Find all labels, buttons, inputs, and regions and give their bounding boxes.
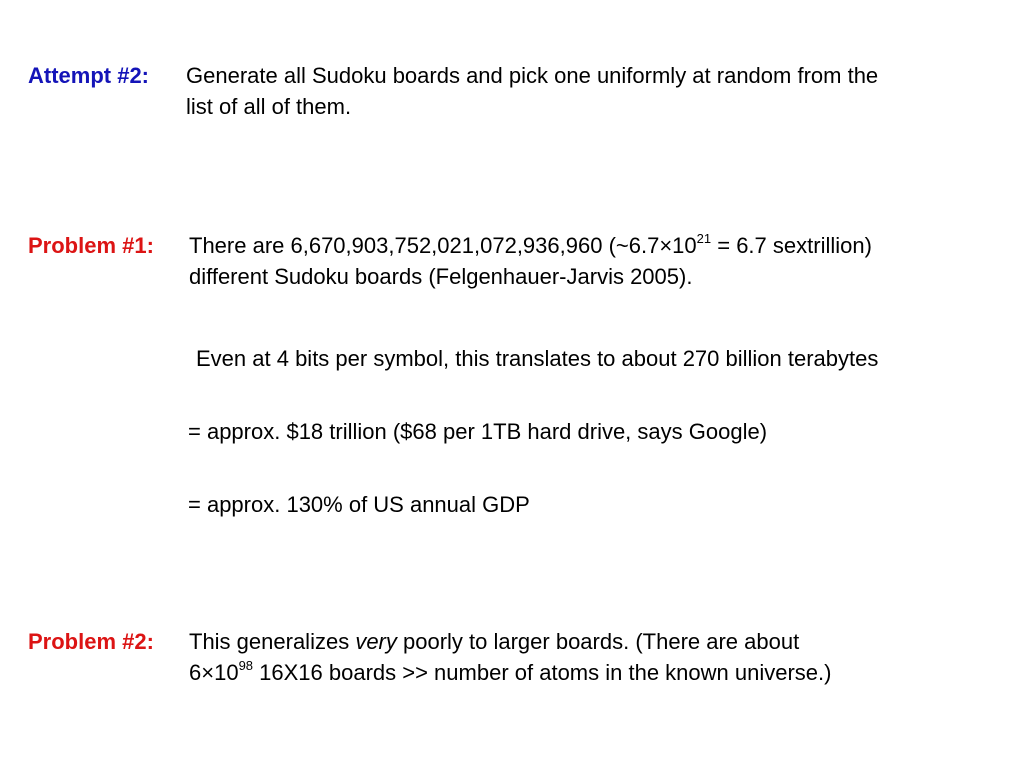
attempt-2-line-2: list of all of them.: [186, 94, 352, 119]
problem-1-detail-1: Even at 4 bits per symbol, this translates to about 270 billion terabytes: [196, 346, 879, 371]
attempt-2-label: Attempt #2:: [28, 63, 150, 88]
problem-2-exponent: 98: [238, 657, 254, 673]
problem-1-exponent: 21: [696, 230, 712, 246]
problem-2-line-1-post: poorly to larger boards. (There are about: [396, 629, 800, 654]
problem-1-line-1: [189, 230, 872, 261]
attempt-2-line-1: Generate all Sudoku boards and pick one uniformly at random from the: [186, 63, 879, 88]
problem-2-line-2-pre: 6×10: [189, 660, 239, 685]
problem-2-line-1-pre: This generalizes: [189, 629, 356, 654]
problem-1-detail-3: = approx. 130% of US annual GDP: [188, 492, 530, 517]
problem-2-line-1: [189, 626, 831, 657]
problem-1-detail-2: = approx. $18 trillion ($68 per 1TB hard drive, says Google): [188, 419, 768, 444]
problem-2-text: [189, 626, 831, 688]
problem-1-text: [189, 230, 872, 292]
problem-2-label: Problem #2:: [28, 629, 154, 654]
problem-1-line-1-pre: There are 6,670,903,752,021,072,936,960 (~6.7×10: [189, 233, 697, 258]
problem-1-line-1-post: = 6.7 sextrillion): [711, 233, 872, 258]
problem-1-label: Problem #1:: [28, 233, 154, 258]
problem-1-line-2: different Sudoku boards (Felgenhauer-Jarvis 2005).: [189, 264, 693, 289]
problem-2-line-2: [189, 657, 831, 688]
attempt-2-text: [186, 60, 878, 122]
problem-2-line-2-post: 16X16 boards >> number of atoms in the known universe.): [253, 660, 832, 685]
problem-2-emphasis: very: [355, 629, 397, 654]
